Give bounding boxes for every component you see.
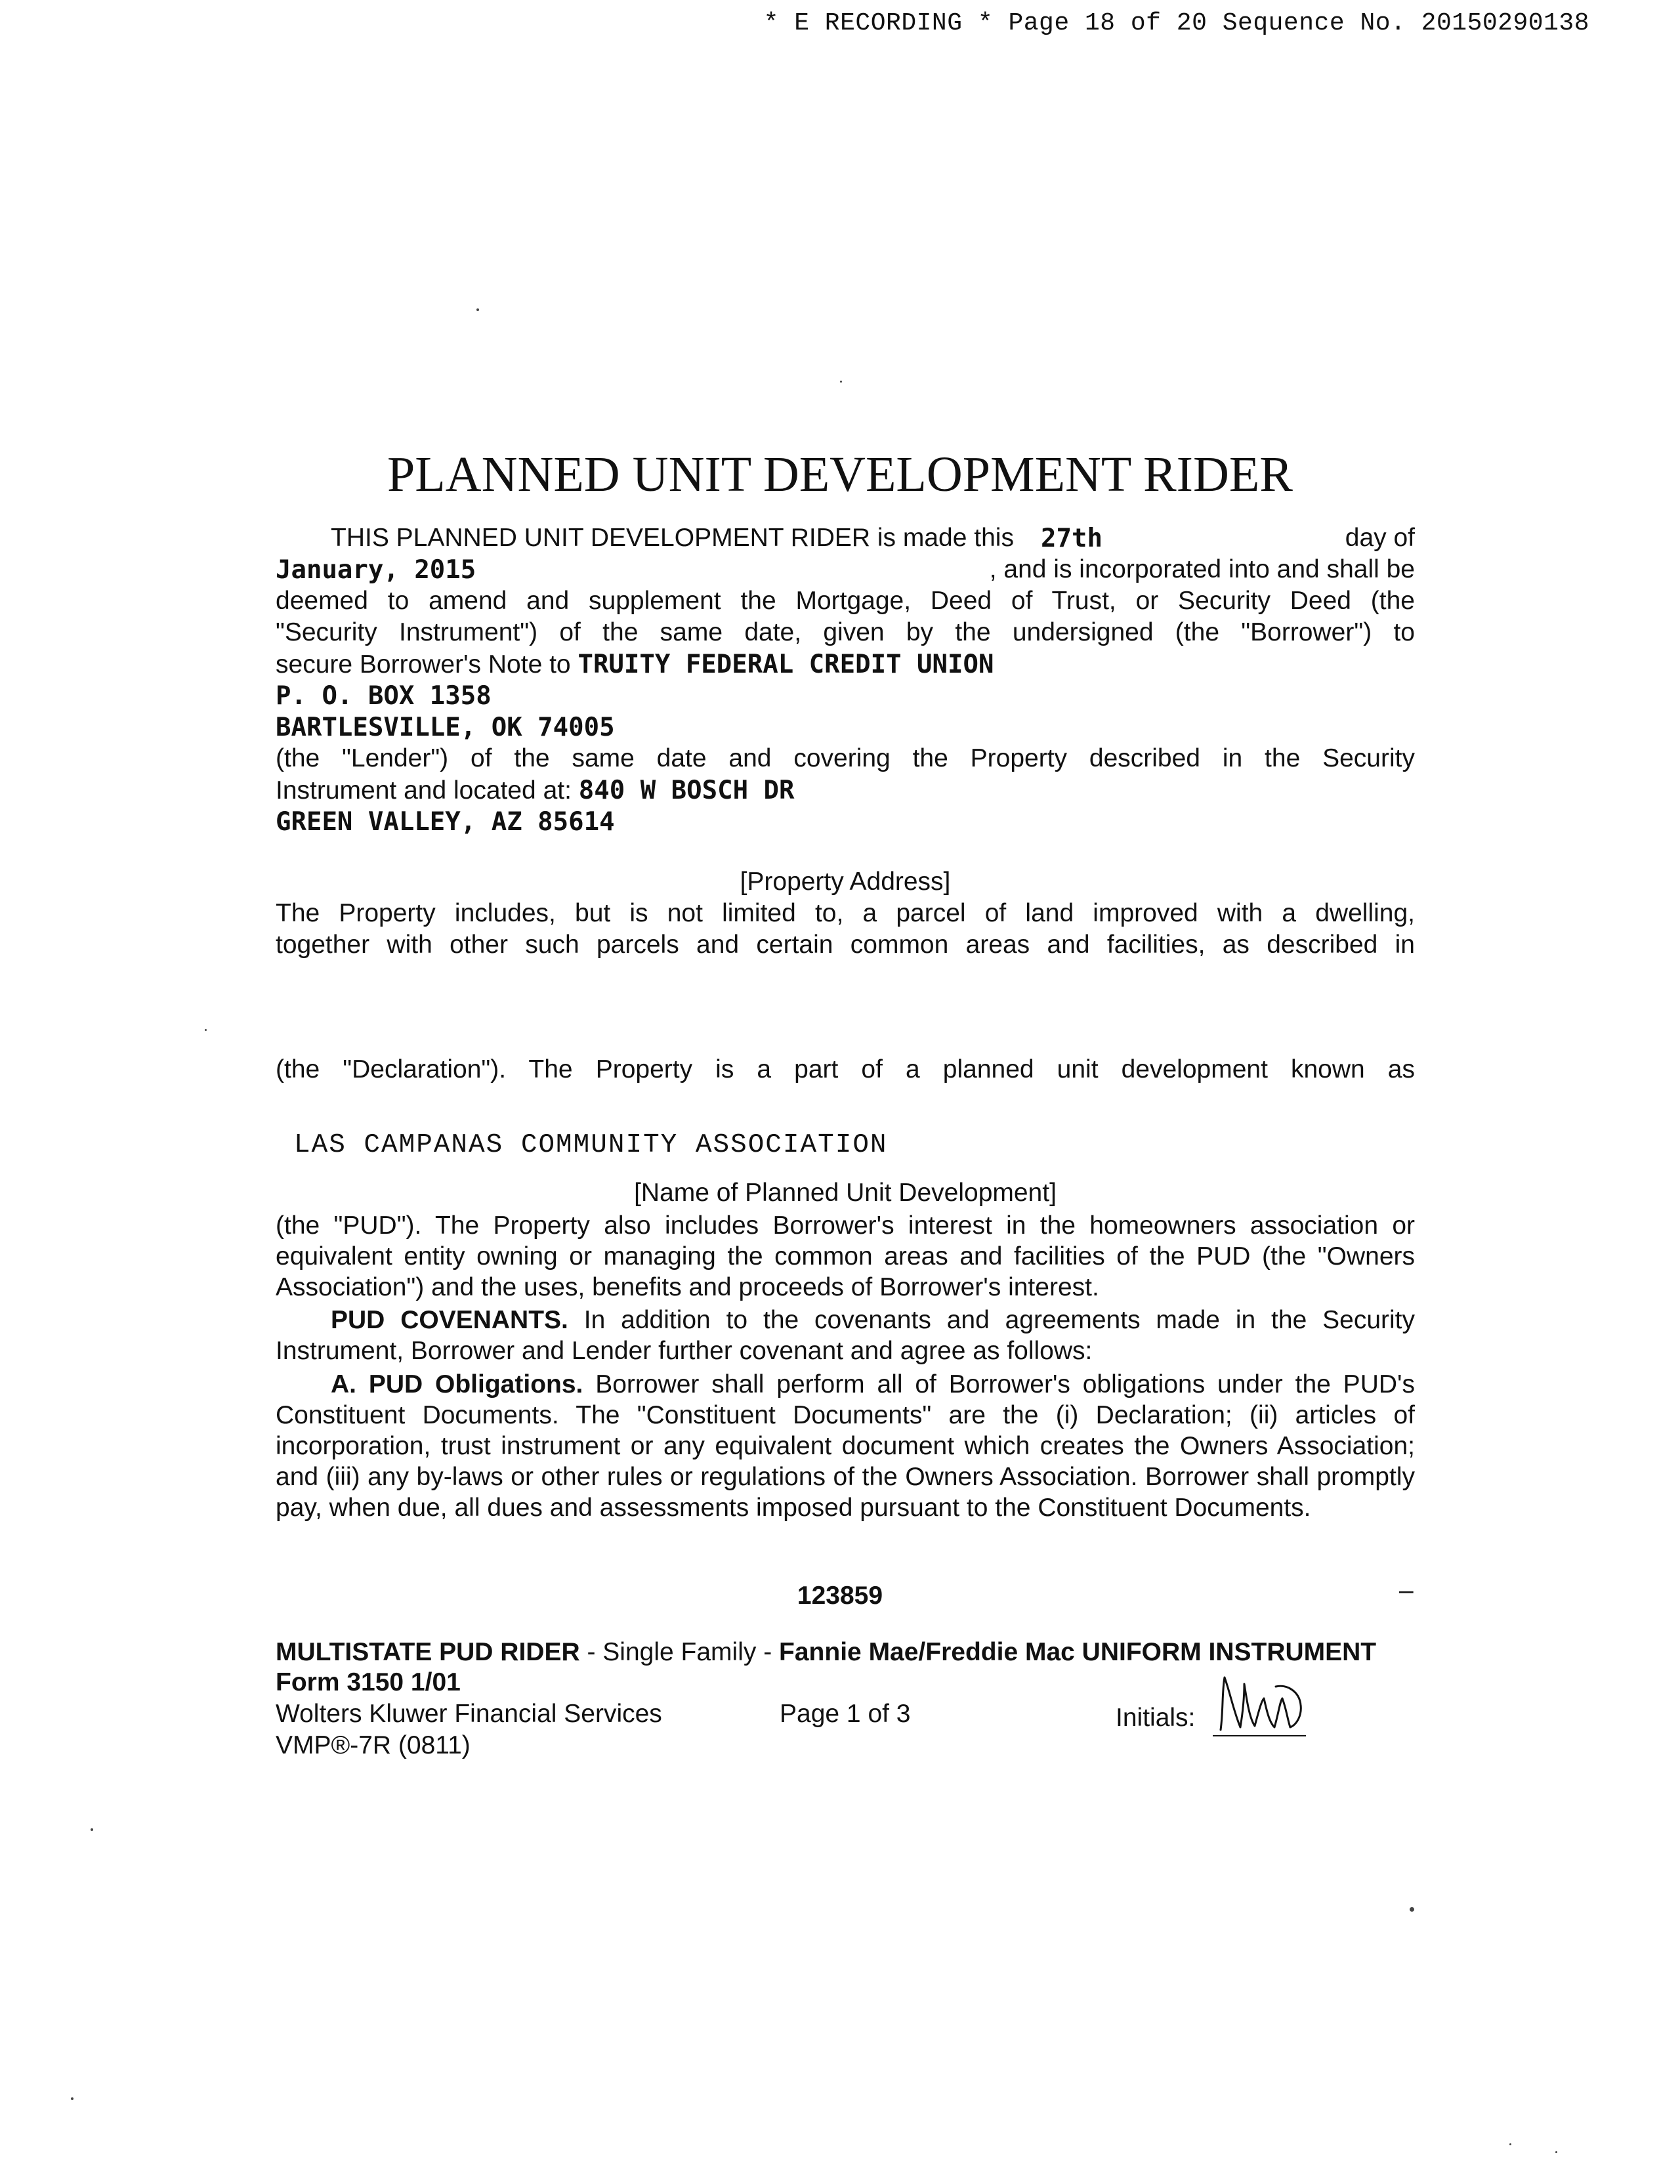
intro-line-12: The Property includes, but is not limited to, a parcel of land improved with a dwelling, xyxy=(276,899,1415,927)
scan-speck xyxy=(840,381,842,383)
intro-line-5 xyxy=(276,650,1415,679)
note-to-text: secure Borrower's Note to xyxy=(276,650,571,679)
form-title-line xyxy=(276,1638,1376,1667)
form-title-mid: - Single Family - xyxy=(579,1638,780,1666)
incorporated-text: , and is incorporated into and shall be xyxy=(989,555,1415,583)
lender-address-line-1: P. O. BOX 1358 xyxy=(276,681,492,711)
pud-paragraph: (the "PUD"). The Property also includes Borrower's interest in the homeowners association or equivalent entity owning or managing the common areas and facilities of the PUD (the "Owners Association") and the uses, benefits and proceeds of Borrower's interest. xyxy=(276,1211,1415,1301)
covenants-heading: PUD COVENANTS. xyxy=(331,1306,568,1334)
intro-line-9 xyxy=(276,776,1415,805)
document-title: PLANNED UNIT DEVELOPMENT RIDER xyxy=(387,447,1293,502)
footer-dash: – xyxy=(1399,1576,1414,1605)
located-at-text: Instrument and located at: xyxy=(276,776,572,805)
pud-name-caption: [Name of Planned Unit Development] xyxy=(634,1179,1057,1207)
intro-line-8: (the "Lender") of the same date and covering the Property described in the Security xyxy=(276,744,1415,772)
scan-speck xyxy=(476,308,479,311)
lender-name-fill: TRUITY FEDERAL CREDIT UNION xyxy=(578,650,994,679)
month-year-fill: January, 2015 xyxy=(276,555,476,585)
covenants-text: In addition to the covenants and agreements made in the Security Instrument, Borrower and Lender further covenant and agree as follows: xyxy=(276,1306,1415,1365)
pud-name-fill: LAS CAMPANAS COMMUNITY ASSOCIATION xyxy=(294,1130,888,1160)
property-address-caption: [Property Address] xyxy=(740,868,951,896)
scan-speck xyxy=(71,2097,74,2100)
section-a-text: Borrower shall perform all of Borrower's obligations under the PUD's Constituent Documents. The "Constituent Documents" are the (i) Declaration; (ii) articles of incorporation, trust instrument or any equivalent document which creates the Owners Association; and (iii) any by-laws or other rules or regulations of the Owners Association. Borrower shall promptly pay, when due, all dues and assessments imposed pursuant to the Constituent Documents. xyxy=(276,1370,1415,1522)
intro-line-13: together with other such parcels and certain common areas and facilities, as described in xyxy=(276,931,1415,959)
recording-stamp: * E RECORDING * Page 18 of 20 Sequence No. 20150290138 xyxy=(763,9,1589,37)
scan-speck xyxy=(1555,2151,1557,2153)
day-of-text: day of xyxy=(1345,524,1415,552)
form-title-right: Fannie Mae/Freddie Mac UNIFORM INSTRUMENT xyxy=(779,1638,1377,1666)
page-indicator: Page 1 of 3 xyxy=(780,1700,911,1728)
scan-speck xyxy=(91,1828,93,1831)
intro-text-start: THIS PLANNED UNIT DEVELOPMENT RIDER is made this xyxy=(331,524,1014,552)
form-number: Form 3150 1/01 xyxy=(276,1668,461,1696)
intro-line-3: deemed to amend and supplement the Mortgage, Deed of Trust, or Security Deed (the xyxy=(276,587,1415,615)
scan-speck xyxy=(1509,2143,1511,2145)
day-fill: 27th xyxy=(1041,524,1102,553)
lender-address-line-2: BARTLESVILLE, OK 74005 xyxy=(276,713,615,742)
vmp-code: VMP®-7R (0811) xyxy=(276,1731,471,1759)
loan-number: 123859 xyxy=(797,1582,883,1610)
initials-signature-icon xyxy=(1214,1672,1307,1738)
publisher: Wolters Kluwer Financial Services xyxy=(276,1700,662,1728)
covenants-paragraph xyxy=(276,1305,1415,1366)
form-title-bold: MULTISTATE PUD RIDER xyxy=(276,1638,580,1666)
initials-label: Initials: xyxy=(1116,1704,1196,1732)
property-address-line-1: 840 W BOSCH DR xyxy=(578,776,795,805)
section-a-paragraph xyxy=(276,1369,1415,1523)
section-a-heading: A. PUD Obligations. xyxy=(331,1370,583,1398)
intro-line-4: "Security Instrument") of the same date, given by the undersigned (the "Borrower") to xyxy=(276,618,1415,646)
scan-speck xyxy=(1410,1907,1414,1912)
scan-speck xyxy=(205,1029,207,1031)
property-address-line-2: GREEN VALLEY, AZ 85614 xyxy=(276,807,615,837)
intro-line-14: (the "Declaration"). The Property is a part of a planned unit development known as xyxy=(276,1055,1415,1083)
